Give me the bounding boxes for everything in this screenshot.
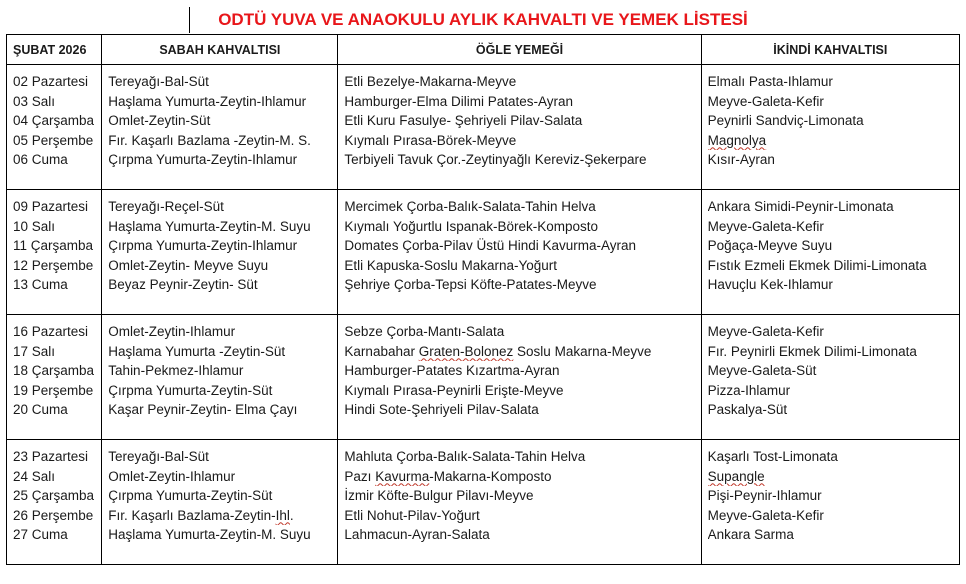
lunch-item: İzmir Köfte-Bulgur Pilavı-Meyve [344, 488, 534, 503]
week-row [7, 65, 960, 190]
snack-item: Ankara Sarma [707, 527, 794, 542]
snack-item: Pişi-Peynir-Ihlamur [707, 488, 822, 503]
day-label: 16 Pazartesi [13, 324, 89, 339]
snack-cell [701, 315, 959, 440]
day-label: 06 Cuma [13, 152, 68, 167]
breakfast-item: Tahin-Pekmez-Ihlamur [108, 363, 244, 378]
breakfast-item: Kaşar Peynir-Zeytin- Elma Çayı [108, 402, 298, 417]
breakfast-item: Haşlama Yumurta-Zeytin-Ihlamur [108, 93, 307, 109]
breakfast-item: Haşlama Yumurta-Zeytin-M. Suyu [108, 527, 311, 542]
lunch-item: Lahmacun-Ayran-Salata [344, 527, 490, 542]
breakfast-item: Omlet-Zeytin-Ihlamur [108, 468, 236, 484]
lunch-item: Hindi Sote-Şehriyeli Pilav-Salata [344, 402, 539, 417]
breakfast-item: Omlet-Zeytin-Süt [108, 113, 211, 128]
day-label: 02 Pazartesi [13, 74, 89, 89]
day-label: 26 Perşembe [13, 507, 94, 523]
lunch-item: Şehriye Çorba-Tepsi Köfte-Patates-Meyve [344, 277, 597, 292]
snack-item: Peynirli Sandviç-Limonata [707, 113, 864, 128]
snack-item: Magnolya [707, 132, 767, 148]
lunch-item: Sebze Çorba-Mantı-Salata [344, 324, 505, 339]
lunch-cell [338, 440, 701, 565]
snack-item: Ankara Simidi-Peynir-Limonata [707, 199, 894, 214]
day-label: 05 Perşembe [13, 132, 94, 148]
day-label: 04 Çarşamba [13, 113, 95, 128]
day-cell [7, 65, 102, 190]
snack-item: Meyve-Galeta-Kefir [707, 507, 824, 523]
snack-item: Havuçlu Kek-Ihlamur [707, 277, 833, 292]
lunch-cell [338, 65, 701, 190]
day-label: 19 Perşembe [13, 382, 94, 398]
breakfast-item: Çırpma Yumurta-Zeytin-Ihlamur [108, 238, 298, 253]
breakfast-item: Haşlama Yumurta -Zeytin-Süt [108, 343, 286, 359]
page-title: ODTÜ YUVA VE ANAOKULU AYLIK KAHVALTI VE YEMEK LİSTESİ [218, 10, 748, 29]
breakfast-cell [102, 315, 338, 440]
day-label: 13 Cuma [13, 277, 68, 292]
header-breakfast: SABAH KAHVALTISI [102, 35, 338, 65]
lunch-cell [338, 190, 701, 315]
breakfast-cell [102, 65, 338, 190]
lunch-item: Karnabahar Graten-Bolonez Soslu Makarna-Meyve [344, 343, 652, 359]
breakfast-item: Tereyağı-Reçel-Süt [108, 199, 224, 214]
day-label: 18 Çarşamba [13, 363, 95, 378]
header-snack: İKİNDİ KAHVALTISI [701, 35, 959, 65]
day-label: 24 Salı [13, 468, 56, 484]
breakfast-item: Tereyağı-Bal-Süt [108, 449, 209, 464]
menu-body [7, 65, 960, 565]
day-cell [7, 315, 102, 440]
breakfast-cell [102, 440, 338, 565]
lunch-item: Etli Kapuska-Soslu Makarna-Yoğurt [344, 257, 558, 273]
lunch-item: Terbiyeli Tavuk Çor.-Zeytinyağlı Kereviz-Şekerpare [344, 152, 647, 167]
snack-item: Meyve-Galeta-Kefir [707, 218, 824, 234]
lunch-item: Etli Bezelye-Makarna-Meyve [344, 74, 517, 89]
breakfast-cell [102, 190, 338, 315]
lunch-item: Etli Kuru Fasulye- Şehriyeli Pilav-Salata [344, 113, 583, 128]
day-label: 25 Çarşamba [13, 488, 95, 503]
snack-item: Paskalya-Süt [707, 402, 788, 417]
week-row [7, 190, 960, 315]
snack-item: Poğaça-Meyve Suyu [707, 238, 833, 253]
snack-item: Kaşarlı Tost-Limonata [707, 449, 838, 464]
day-cell [7, 190, 102, 315]
snack-cell [701, 440, 959, 565]
week-row [7, 315, 960, 440]
day-label: 10 Salı [13, 218, 56, 234]
snack-cell [701, 65, 959, 190]
lunch-cell [338, 315, 701, 440]
lunch-item: Kıymalı Pırasa-Peynirli Erişte-Meyve [344, 382, 564, 398]
snack-item: Pizza-Ihlamur [707, 382, 791, 398]
day-label: 23 Pazartesi [13, 449, 89, 464]
snack-item: Kısır-Ayran [707, 152, 775, 167]
lunch-item: Hamburger-Patates Kızartma-Ayran [344, 363, 560, 378]
breakfast-item: Omlet-Zeytin-Ihlamur [108, 324, 236, 339]
breakfast-item: Omlet-Zeytin- Meyve Suyu [108, 257, 269, 273]
breakfast-item: Haşlama Yumurta-Zeytin-M. Suyu [108, 218, 311, 234]
breakfast-item: Çırpma Yumurta-Zeytin-Süt [108, 488, 273, 503]
day-label: 27 Cuma [13, 527, 68, 542]
lunch-item: Etli Nohut-Pilav-Yoğurt [344, 507, 480, 523]
header-lunch: ÖĞLE YEMEĞİ [338, 35, 701, 65]
day-label: 09 Pazartesi [13, 199, 89, 214]
breakfast-item: Çırpma Yumurta-Zeytin-Süt [108, 382, 273, 398]
breakfast-item: Fır. Kaşarlı Bazlama -Zeytin-M. S. [108, 132, 311, 148]
snack-item: Meyve-Galeta-Kefir [707, 324, 824, 339]
snack-item: Meyve-Galeta-Kefir [707, 93, 824, 109]
breakfast-item: Tereyağı-Bal-Süt [108, 74, 209, 89]
day-cell [7, 440, 102, 565]
snack-item: Fır. Peynirli Ekmek Dilimi-Limonata [707, 343, 917, 359]
menu-table [6, 34, 960, 565]
day-label: 12 Perşembe [13, 257, 94, 273]
lunch-item: Mercimek Çorba-Balık-Salata-Tahin Helva [344, 199, 596, 214]
header-month: ŞUBAT 2026 [7, 35, 102, 65]
day-label: 11 Çarşamba [13, 238, 94, 253]
lunch-item: Mahluta Çorba-Balık-Salata-Tahin Helva [344, 449, 586, 464]
snack-item: Elmalı Pasta-Ihlamur [707, 74, 833, 89]
snack-item: Fıstık Ezmeli Ekmek Dilimi-Limonata [707, 257, 927, 273]
lunch-item: Hamburger-Elma Dilimi Patates-Ayran [344, 93, 573, 109]
week-row [7, 440, 960, 565]
lunch-item: Kıymalı Pırasa-Börek-Meyve [344, 132, 517, 148]
snack-cell [701, 190, 959, 315]
header-row [7, 35, 960, 65]
breakfast-item: Çırpma Yumurta-Zeytin-Ihlamur [108, 152, 298, 167]
day-label: 17 Salı [13, 343, 56, 359]
breakfast-item: Fır. Kaşarlı Bazlama-Zeytin-Ihl. [108, 507, 294, 523]
lunch-item: Pazı Kavurma-Makarna-Komposto [344, 468, 552, 484]
snack-item: Meyve-Galeta-Süt [707, 363, 817, 378]
lunch-item: Kıymalı Yoğurtlu Ispanak-Börek-Komposto [344, 218, 599, 234]
day-label: 03 Salı [13, 93, 56, 109]
lunch-item: Domates Çorba-Pilav Üstü Hindi Kavurma-Ayran [344, 238, 637, 253]
breakfast-item: Beyaz Peynir-Zeytin- Süt [108, 277, 258, 292]
day-label: 20 Cuma [13, 402, 68, 417]
snack-item: Supangle [707, 468, 765, 484]
